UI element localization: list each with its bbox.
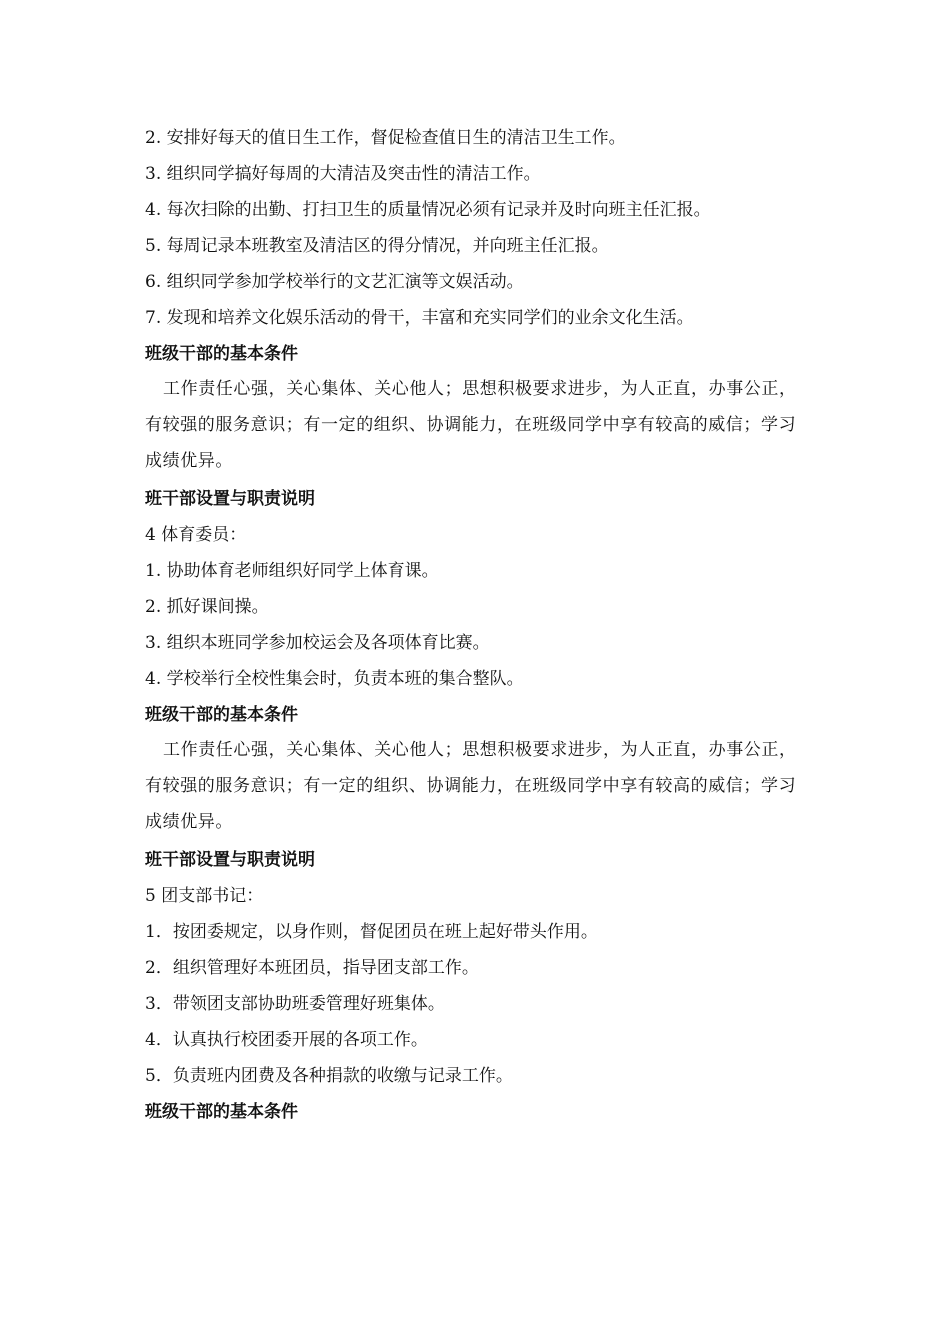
section-heading: 班级干部的基本条件 — [145, 705, 298, 725]
conditions-paragraph: 工作责任心强，关心集体、关心他人；思想积极要求进步，为人正直，办事公正，有较强的服务意识；有一定的组织、协调能力，在班级同学中享有较高的威信；学习成绩优异。 — [145, 379, 797, 471]
section-heading: 班干部设置与职责说明 — [145, 489, 315, 509]
role-title: 4 体育委员： — [145, 525, 247, 545]
list-item: 4．认真执行校团委开展的各项工作。 — [145, 1030, 428, 1050]
list-item: 3．带领团支部协助班委管理好班集体。 — [145, 994, 445, 1014]
conditions-paragraph: 工作责任心强，关心集体、关心他人；思想积极要求进步，为人正直，办事公正，有较强的服务意识；有一定的组织、协调能力，在班级同学中享有较高的威信；学习成绩优异。 — [145, 740, 797, 832]
list-item: 4. 学校举行全校性集会时，负责本班的集合整队。 — [145, 669, 524, 689]
list-item: 2. 抓好课间操。 — [145, 597, 269, 617]
list-item: 2. 安排好每天的值日生工作，督促检查值日生的清洁卫生工作。 — [145, 128, 626, 148]
list-item: 1. 协助体育老师组织好同学上体育课。 — [145, 561, 439, 581]
list-item: 4. 每次扫除的出勤、打扫卫生的质量情况必须有记录并及时向班主任汇报。 — [145, 200, 711, 220]
list-item: 5. 每周记录本班教室及清洁区的得分情况，并向班主任汇报。 — [145, 236, 609, 256]
list-item: 7. 发现和培养文化娱乐活动的骨干，丰富和充实同学们的业余文化生活。 — [145, 308, 694, 328]
list-item: 3. 组织本班同学参加校运会及各项体育比赛。 — [145, 633, 490, 653]
list-item: 5．负责班内团费及各种捐款的收缴与记录工作。 — [145, 1066, 513, 1086]
list-item: 3. 组织同学搞好每周的大清洁及突击性的清洁工作。 — [145, 164, 541, 184]
list-item: 2．组织管理好本班团员，指导团支部工作。 — [145, 958, 479, 978]
section-heading: 班级干部的基本条件 — [145, 1102, 298, 1122]
list-item: 6. 组织同学参加学校举行的文艺汇演等文娱活动。 — [145, 272, 524, 292]
list-item: 1．按团委规定，以身作则，督促团员在班上起好带头作用。 — [145, 922, 598, 942]
section-heading: 班干部设置与职责说明 — [145, 850, 315, 870]
section-heading: 班级干部的基本条件 — [145, 344, 298, 364]
role-title: 5 团支部书记： — [145, 886, 264, 906]
